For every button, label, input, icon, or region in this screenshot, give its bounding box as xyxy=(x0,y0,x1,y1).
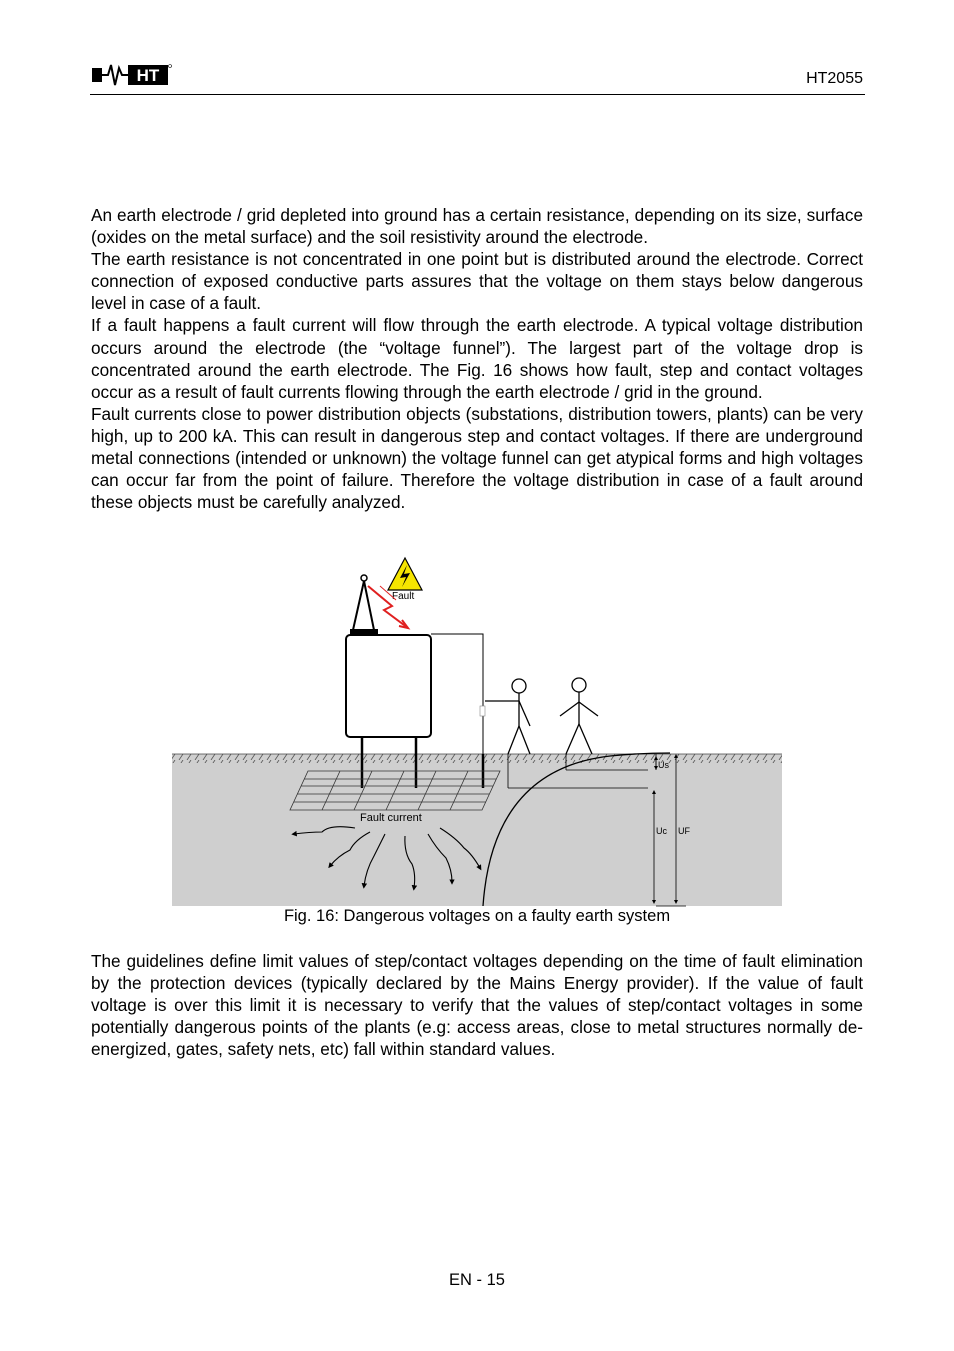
tower xyxy=(350,575,378,634)
intro-text xyxy=(91,204,863,513)
page-header xyxy=(90,58,865,95)
ground-hatch xyxy=(172,754,782,763)
person-contact xyxy=(485,679,530,754)
person-step xyxy=(560,678,598,754)
paragraph: If a fault happens a fault current will flow through the earth electrode. A typical voltage distribution occurs around the electrode (the “voltage funnel”). The largest part of the voltage drop is concentrated around the earth electrode. The Fig. 16 shows how fault, step and contact voltages occur as a result of fault currents flowing through the earth electrode / grid in the ground. xyxy=(91,315,863,402)
paragraph: Fault currents close to power distribution objects (substations, distribution towers, plants) can be very high, up to 200 kA. This can result in dangerous step and contact voltages. If there are underground metal connections (intended or unknown) the voltage funnel can get atypical forms and high voltages can occur far from the point of failure. Therefore the voltage distribution in case of a fault around these objects must be carefully analyzed. xyxy=(91,403,863,513)
guidelines-paragraph: The guidelines define limit values of step/contact voltages depending on the time of fault elimination by the protection devices (typically declared by the Mains Energy provider). If the value of fault voltage is over this limit it is necessary to verify that the values of step/contact voltages in some potentially dangerous points of the plants (e.g: access areas, close to metal structures normally de-energized, gates, safety nets, etc) fall within standard values. xyxy=(91,951,863,1060)
figure-caption: Fig. 16: Dangerous voltages on a faulty earth system xyxy=(283,907,671,925)
fault-label: Fault xyxy=(392,591,415,602)
ht-logo xyxy=(92,62,172,88)
logo-text: HT xyxy=(136,66,160,85)
ground xyxy=(172,754,782,906)
us-label: Us xyxy=(658,760,669,770)
page-number: EN - 15 xyxy=(449,1271,505,1289)
uf-label: UF xyxy=(678,826,690,836)
paragraph: An earth electrode / grid depleted into ground has a certain resistance, depending on its size, surface (oxides on the metal surface) and the soil resistivity around the electrode. xyxy=(91,205,863,248)
fault-current-label: Fault current xyxy=(360,812,422,824)
model-name: HT2055 xyxy=(806,70,863,87)
paragraph: The earth resistance is not concentrated in one point but is distributed around the electrode. Correct connection of exposed conductive parts assures that the voltage on them stays below dangerous level in case of a fault. xyxy=(91,249,863,314)
warning-icon xyxy=(388,558,422,590)
earth-system-diagram xyxy=(170,556,784,908)
uc-label: Uc xyxy=(656,826,667,836)
